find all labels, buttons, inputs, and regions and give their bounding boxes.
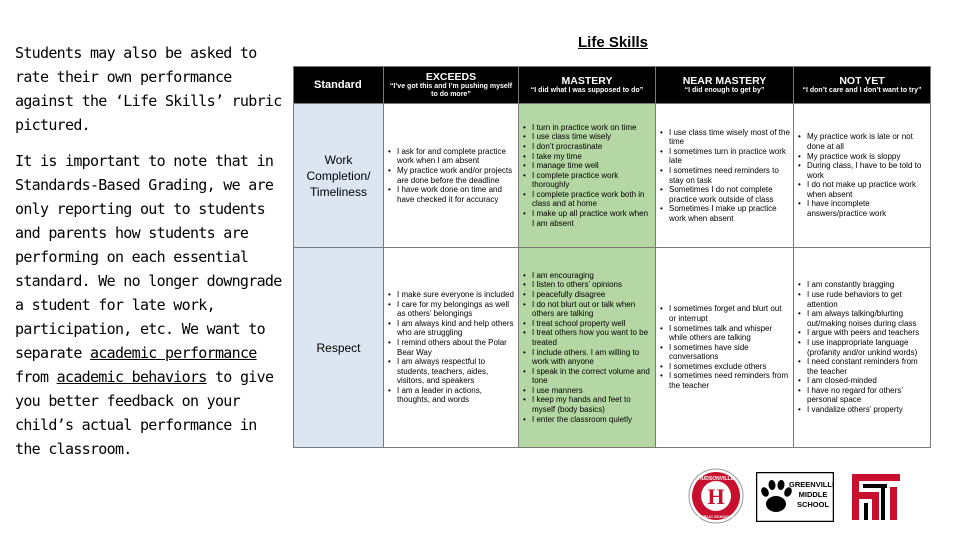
- table-row: [294, 248, 931, 448]
- cell-exceeds: [384, 104, 519, 248]
- list-item: • I speak in the correct volume and tone: [522, 367, 652, 386]
- paragraph-sbg-explanation: It is important to note that in Standards-Based Grading, we are only reporting out to students and parents how students are performing on each essential standard. We no longer downgrade a student for late work, participation, etc. We want to separate academic performance from academic behaviors to give you better feedback on your child’s actual performance in the classroom.: [15, 152, 282, 458]
- greenville-middle-school-logo: [756, 472, 834, 527]
- list-item: • I listen to others’ opinions: [522, 280, 652, 290]
- list-item: • I sometimes need reminders to stay on task: [659, 166, 790, 185]
- standard-respect: Respect: [294, 248, 384, 448]
- list-item: • I treat school property well: [522, 319, 652, 329]
- list-item: • I have work done on time and have checked it for accuracy: [387, 185, 515, 204]
- academic-performance-underline: academic performance: [89, 344, 257, 362]
- list-item: • I don’t procrastinate: [522, 142, 652, 152]
- header-not-yet: NOT YET “I don’t care and I don’t want to try”: [794, 67, 931, 104]
- list-item: • I turn in practice work on time: [522, 123, 652, 133]
- list-item: • I use rude behaviors to get attention: [797, 290, 927, 309]
- district-emblem-logo: [850, 472, 902, 527]
- list-item: • I manage time well: [522, 161, 652, 171]
- standard-work-completion: Work Completion/ Timeliness: [294, 104, 384, 248]
- list-item: • I complete practice work thoroughly: [522, 171, 652, 190]
- cell-not-yet: [794, 248, 931, 448]
- list-item: • My practice work and/or projects are done before the deadline: [387, 166, 515, 185]
- rubric-title: Life Skills: [578, 34, 649, 51]
- svg-text:SCHOOL: SCHOOL: [796, 500, 830, 509]
- list-item: • I ask for and complete practice work when I am absent: [387, 147, 515, 166]
- list-item: • My practice work is sloppy: [797, 152, 927, 162]
- list-item: • Sometimes I make up practice work when absent: [659, 204, 790, 223]
- list-item: • I use inappropriate language (profanity and/or unkind words): [797, 338, 927, 357]
- header-exceeds: EXCEEDS “I’ve got this and I’m pushing myself to do more”: [384, 67, 519, 104]
- list-item: • I sometimes turn in practice work late: [659, 147, 790, 166]
- life-skills-rubric-table: [293, 66, 931, 448]
- list-item: • I need constant reminders from the teacher: [797, 357, 927, 376]
- list-item: • I use class time wisely most of the time: [659, 128, 790, 147]
- list-item: • I do not blurt out or talk when others are talking: [522, 300, 652, 319]
- list-item: • I care for my belongings as well as others’ belongings: [387, 300, 515, 319]
- list-item: • I make sure everyone is included: [387, 290, 515, 300]
- list-item: • I have incomplete answers/practice work: [797, 199, 927, 218]
- list-item: • I use class time wisely: [522, 132, 652, 142]
- header-near-mastery: NEAR MASTERY “I did enough to get by”: [656, 67, 794, 104]
- list-item: • I sometimes exclude others: [659, 362, 790, 372]
- list-item: • I sometimes forget and blurt out or interrupt: [659, 304, 790, 323]
- list-item: • I am closed-minded: [797, 376, 927, 386]
- cell-near-mastery: [656, 104, 794, 248]
- list-item: • I argue with peers and teachers: [797, 328, 927, 338]
- list-item: • I vandalize others’ property: [797, 405, 927, 415]
- list-item: • I sometimes have side conversations: [659, 343, 790, 362]
- cell-exceeds: [384, 248, 519, 448]
- svg-text:H: H: [707, 484, 725, 509]
- list-item: • I enter the classroom quietly: [522, 415, 652, 425]
- list-item: • My practice work is late or not done at all: [797, 132, 927, 151]
- header-standard: Standard: [294, 67, 384, 104]
- list-item: • Sometimes I do not complete practice work outside of class: [659, 185, 790, 204]
- cell-near-mastery: [656, 248, 794, 448]
- academic-behaviors-underline: academic behaviors: [56, 368, 207, 386]
- list-item: • I take my time: [522, 152, 652, 162]
- list-item: • I use manners: [522, 386, 652, 396]
- list-item: • I sometimes need reminders from the teacher: [659, 371, 790, 390]
- list-item: • I am always talking/blurting out/making noises during class: [797, 309, 927, 328]
- svg-text:PUBLIC SCHOOLS: PUBLIC SCHOOLS: [698, 514, 734, 519]
- list-item: • I include others. I am willing to work with anyone: [522, 348, 652, 367]
- list-item: • I peacefully disagree: [522, 290, 652, 300]
- list-item: • I am a leader in actions, thoughts, and words: [387, 386, 515, 405]
- list-item: • I am always kind and help others who are struggling: [387, 319, 515, 338]
- svg-text:HUDSONVILLE: HUDSONVILLE: [698, 476, 734, 482]
- list-item: • I do not make up practice work when absent: [797, 180, 927, 199]
- list-item: • I treat others how you want to be treated: [522, 328, 652, 347]
- description-text: [15, 41, 287, 473]
- hudsonville-seal-logo: [688, 468, 744, 529]
- list-item: • I keep my hands and feet to myself (body basics): [522, 395, 652, 414]
- list-item: • I am always respectful to students, teachers, aides, visitors, and speakers: [387, 357, 515, 386]
- header-mastery: MASTERY “I did what I was supposed to do”: [519, 67, 656, 104]
- list-item: • I complete practice work both in class and at home: [522, 190, 652, 209]
- table-row: [294, 104, 931, 248]
- list-item: • During class, I have to be told to work: [797, 161, 927, 180]
- cell-mastery: [519, 248, 656, 448]
- list-item: • I sometimes talk and whisper while others are talking: [659, 324, 790, 343]
- list-item: • I make up all practice work when I am absent: [522, 209, 652, 228]
- svg-text:MIDDLE: MIDDLE: [798, 490, 828, 499]
- list-item: • I am encouraging: [522, 271, 652, 281]
- cell-mastery: [519, 104, 656, 248]
- paragraph-self-rating: Students may also be asked to rate their own performance against the ‘Life Skills’ rubric pictured.: [15, 44, 282, 134]
- list-item: • I remind others about the Polar Bear Way: [387, 338, 515, 357]
- list-item: • I have no regard for others’ personal space: [797, 386, 927, 405]
- rubric-header-row: [294, 67, 931, 104]
- svg-text:GREENVILLE: GREENVILLE: [789, 480, 834, 489]
- list-item: • I am constantly bragging: [797, 280, 927, 290]
- cell-not-yet: [794, 104, 931, 248]
